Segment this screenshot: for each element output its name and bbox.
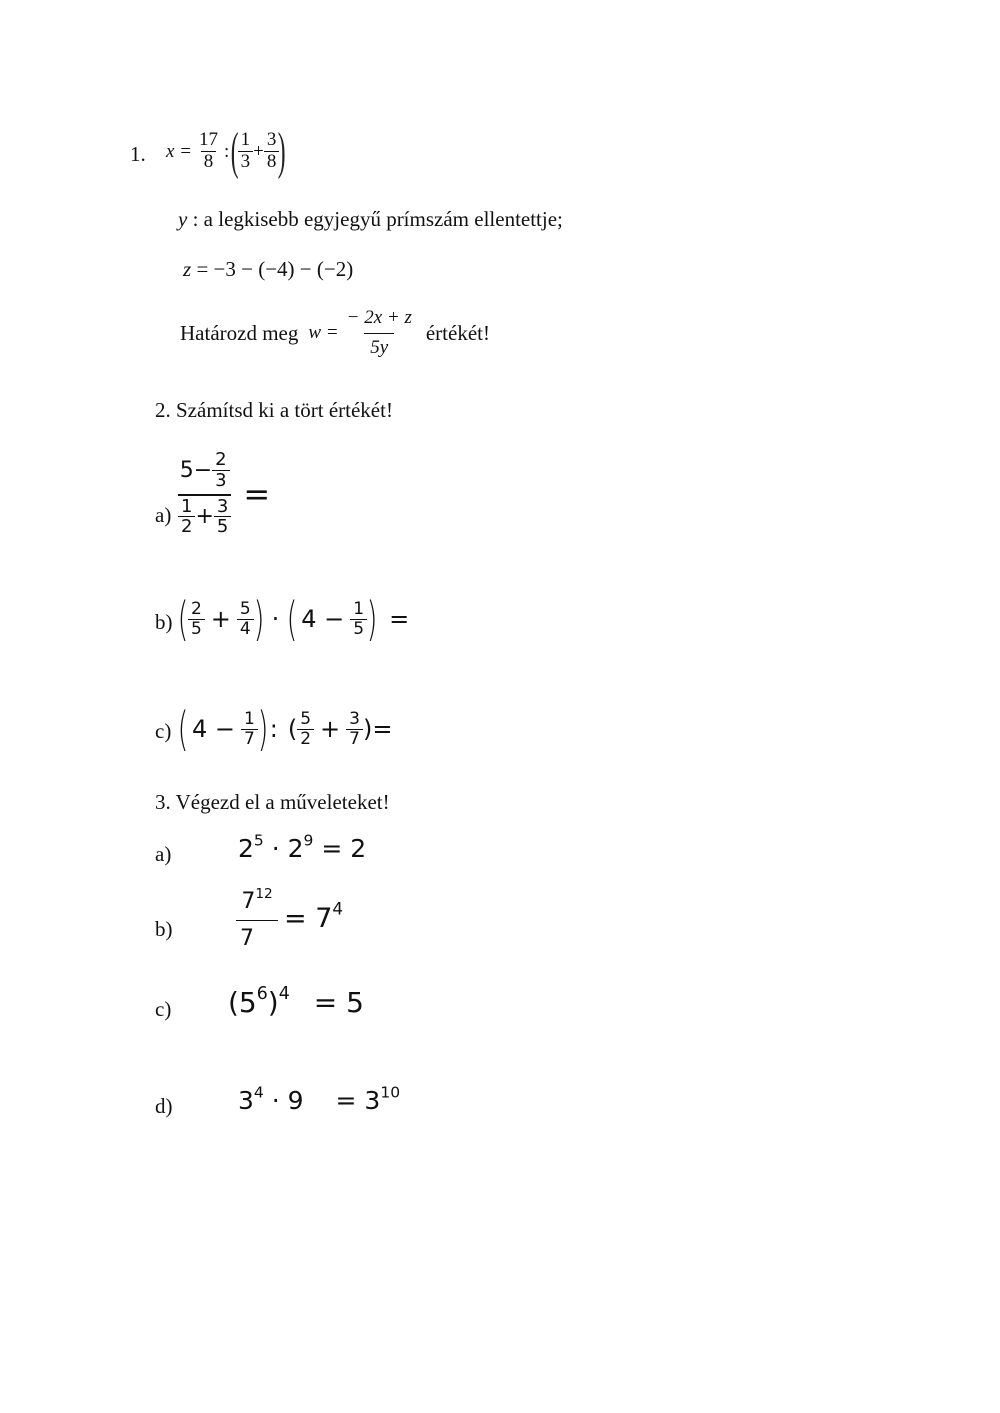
- fraction-denominator: 2: [297, 729, 314, 749]
- fraction-3-5: [214, 497, 231, 538]
- base: 2: [238, 834, 254, 863]
- fraction-1-7: [241, 710, 258, 748]
- left-paren: (: [231, 123, 239, 180]
- y-text: : a legkisebb egyjegyű prímszám ellentettje;: [187, 207, 563, 231]
- right-paren: ): [366, 592, 378, 646]
- z-var: z: [183, 257, 192, 281]
- complex-denominator: [178, 494, 231, 538]
- fraction-denominator: 8: [264, 151, 280, 173]
- right-paren-equals: )=: [362, 715, 393, 743]
- problem-1-number: 1.: [130, 142, 146, 166]
- result: = 5: [313, 986, 364, 1019]
- problem-3b-label: b): [155, 917, 173, 941]
- left-paren: (: [177, 702, 189, 756]
- problem-3c-label: c): [155, 997, 172, 1021]
- w-task-suffix: értékét!: [425, 320, 490, 345]
- fraction-numerator: 3: [266, 129, 277, 151]
- problem-2a-expression: [178, 450, 270, 537]
- power-fraction: [236, 886, 278, 951]
- fraction-numerator: 17: [199, 129, 219, 151]
- problem-3a-label: a): [155, 842, 172, 866]
- exponent: 6: [256, 983, 268, 1004]
- y-var: y: [178, 207, 188, 231]
- exponent: 4: [332, 898, 344, 919]
- equals-base: = 7: [284, 903, 333, 935]
- base: 2: [287, 834, 304, 863]
- w-denominator: 5y: [364, 333, 394, 359]
- y-definition: [178, 207, 563, 232]
- w-lhs: w =: [308, 322, 339, 344]
- fraction-2-5: [188, 600, 205, 638]
- x-equation: [166, 122, 285, 181]
- left-paren: (: [177, 592, 189, 646]
- fraction-17-8: [196, 130, 221, 173]
- inner-base: (5: [228, 986, 257, 1019]
- fraction-denominator: 3: [212, 470, 229, 491]
- complex-numerator: [180, 450, 230, 494]
- base: 7: [241, 889, 256, 914]
- exponent: 4: [278, 983, 290, 1004]
- multiply-dot: ·: [271, 605, 280, 633]
- four-minus: 4 −: [191, 715, 235, 743]
- equals-base: = 3: [335, 1086, 381, 1115]
- right-paren: ): [257, 702, 269, 756]
- equals-sign: =: [389, 605, 410, 633]
- w-task: [180, 308, 490, 359]
- fraction-2-3: [212, 450, 229, 491]
- divide-colon: :: [224, 140, 230, 162]
- problem-3-title: 3. Végezd el a műveleteket!: [155, 790, 390, 814]
- fraction-denominator: 7: [346, 729, 363, 749]
- fraction-numerator: 3: [216, 495, 229, 517]
- fraction-1-3: [238, 130, 254, 173]
- fraction-3-7: [346, 710, 363, 748]
- right-paren: ): [253, 592, 265, 646]
- fraction-numerator: 1: [243, 708, 255, 729]
- problem-2c-expression: [178, 702, 392, 756]
- fraction-1-2: [178, 497, 195, 538]
- problem-2b-expression: [178, 592, 409, 646]
- w-numerator: − 2x + z: [346, 307, 412, 328]
- result: [335, 1083, 401, 1115]
- fraction-numerator: 5: [300, 708, 312, 729]
- fraction-denominator: 5: [188, 619, 205, 639]
- fraction-numerator: 1: [181, 495, 193, 517]
- equals-sign: =: [243, 474, 271, 513]
- right-paren: ): [267, 986, 279, 1019]
- problem-2c-label: c): [155, 719, 172, 743]
- problem-3d-label: d): [155, 1094, 173, 1118]
- w-fraction: [341, 308, 418, 359]
- fraction-5-2: [297, 710, 314, 748]
- divide-colon: :: [269, 715, 278, 743]
- integer-part: 5−: [179, 457, 213, 483]
- exponent: 10: [380, 1083, 401, 1102]
- base: 3: [238, 1086, 254, 1115]
- four-minus: 4 −: [301, 605, 345, 633]
- result: [284, 898, 344, 935]
- result: = 2: [313, 834, 367, 863]
- fraction-denominator: 7: [241, 729, 258, 749]
- plus-sign: +: [195, 504, 214, 530]
- fraction-denominator: 3: [238, 151, 254, 173]
- fraction-denominator: 8: [201, 151, 217, 173]
- exponent: 5: [253, 831, 264, 850]
- fraction-numerator: 3: [349, 708, 360, 729]
- exponent: 9: [303, 831, 314, 850]
- left-paren: (: [286, 592, 298, 646]
- w-task-prefix: Határozd meg: [180, 320, 299, 345]
- fraction-denominator: 2: [178, 516, 195, 537]
- problem-2a-label: a): [155, 503, 172, 527]
- problem-3c-expression: [228, 983, 364, 1019]
- fraction-denominator: 7: [236, 920, 278, 951]
- fraction-denominator: 4: [237, 619, 254, 639]
- times-nine: · 9: [263, 1086, 304, 1115]
- fraction-numerator: 2: [215, 449, 227, 470]
- fraction-denominator: 5: [350, 619, 367, 639]
- fraction-numerator: 1: [353, 598, 365, 619]
- x-lhs: x =: [166, 140, 193, 162]
- multiply-dot: ·: [263, 834, 288, 863]
- fraction-numerator: 1: [240, 129, 251, 151]
- fraction-5-4: [237, 600, 254, 638]
- problem-3b-expression: [236, 886, 343, 951]
- exponent: 12: [255, 885, 273, 902]
- problem-3a-expression: [238, 831, 367, 863]
- fraction-numerator: [237, 886, 276, 920]
- fraction-denominator: 5: [214, 516, 231, 537]
- plus-sign: +: [320, 715, 341, 743]
- problem-3d-expression: [238, 1083, 401, 1115]
- problem-2b-label: b): [155, 610, 173, 634]
- z-expression: = −3 − (−4) − (−2): [191, 257, 354, 281]
- complex-fraction: [178, 450, 231, 537]
- problem-2-title: 2. Számítsd ki a tört értékét!: [155, 398, 393, 422]
- plus-sign: +: [253, 140, 264, 162]
- right-paren: ): [278, 123, 286, 180]
- exponent: 4: [253, 1083, 264, 1102]
- plus-sign: +: [210, 605, 231, 633]
- fraction-1-5: [350, 600, 367, 638]
- fraction-numerator: 5: [239, 598, 251, 619]
- fraction-numerator: 2: [190, 598, 202, 619]
- left-paren-small: (: [287, 715, 298, 743]
- z-definition: [183, 257, 353, 282]
